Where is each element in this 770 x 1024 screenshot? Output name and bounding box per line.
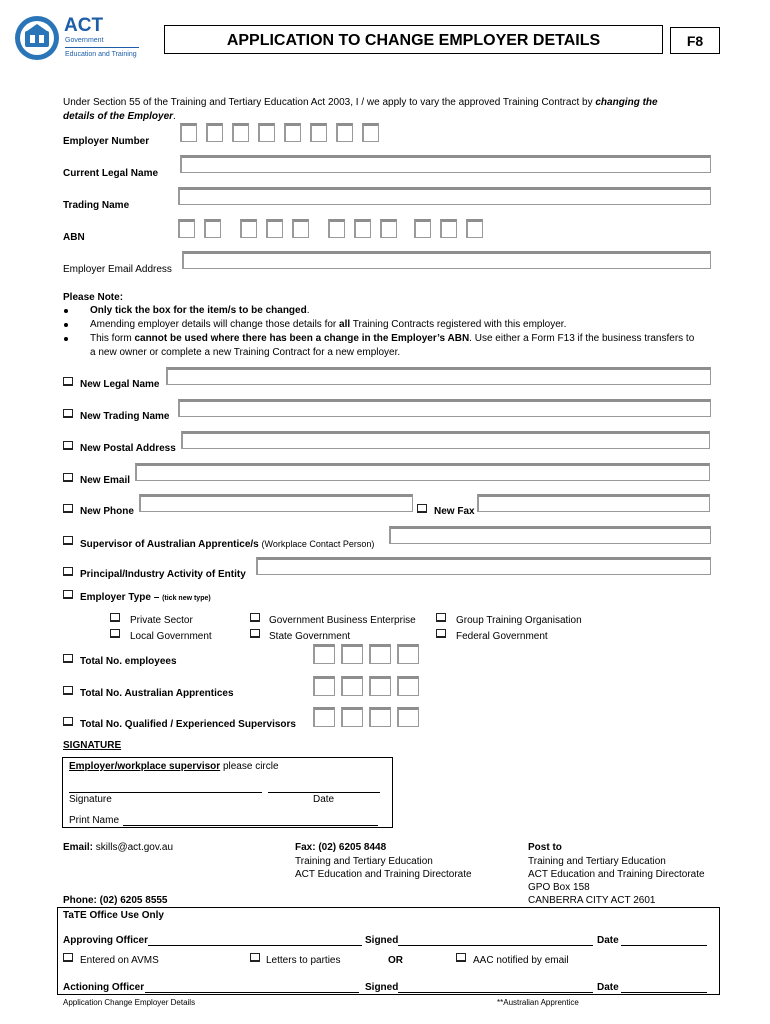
signature-heading: SIGNATURE: [63, 740, 122, 751]
new-email-checkbox[interactable]: [63, 473, 73, 482]
abn-cell[interactable]: [204, 219, 221, 238]
local-government-label: Local Government: [130, 631, 212, 642]
post-line-1: Training and Tertiary Education: [528, 856, 666, 867]
employer-type-dash: –: [153, 592, 160, 603]
new-legal-name-label: New Legal Name: [80, 379, 160, 390]
signature-supervisor-line: [69, 761, 279, 773]
group-training-checkbox[interactable]: [436, 613, 446, 622]
office-use-heading: TaTE Office Use Only: [63, 910, 164, 921]
employer-number-label: Employer Number: [63, 136, 150, 147]
phone: Phone: (02) 6205 8555: [63, 895, 168, 906]
post-line-4: CANBERRA CITY ACT 2601: [528, 895, 656, 906]
page-title: APPLICATION TO CHANGE EMPLOYER DETAILS: [226, 32, 601, 49]
employer-number-cell[interactable]: [206, 123, 223, 142]
abn-cell[interactable]: [380, 219, 397, 238]
approving-date-label: Date: [597, 935, 619, 946]
total-apprentices-cell[interactable]: [341, 676, 363, 696]
actioning-date-line[interactable]: [621, 992, 707, 993]
note-item-3: [90, 333, 694, 345]
supervisor-label: [80, 538, 374, 551]
total-supervisors-cell[interactable]: [397, 707, 419, 727]
bullet: [64, 323, 68, 327]
actioning-date-label: Date: [597, 982, 619, 993]
abn-cell[interactable]: [292, 219, 309, 238]
new-trading-name-input[interactable]: [178, 399, 711, 417]
new-trading-name-label: New Trading Name: [80, 411, 170, 422]
new-postal-address-input[interactable]: [181, 431, 710, 449]
principal-activity-checkbox[interactable]: [63, 567, 73, 576]
note-item-3-b: cannot be used where there has been a change in the Employer’s ABN: [134, 333, 470, 344]
note-item-2-a: Amending employer details will change those details for: [90, 319, 340, 330]
approving-officer-label: Approving Officer: [63, 935, 149, 946]
trading-name-label: Trading Name: [63, 200, 130, 211]
entered-avms-checkbox[interactable]: [63, 953, 73, 962]
state-government-label: State Government: [269, 631, 351, 642]
new-phone-input[interactable]: [139, 494, 413, 512]
title-box: [164, 25, 663, 54]
email-line: [63, 842, 173, 854]
local-government-checkbox[interactable]: [110, 629, 120, 638]
footer-right: **Australian Apprentice: [497, 998, 579, 1007]
abn-cell[interactable]: [240, 219, 257, 238]
total-employees-cell[interactable]: [313, 644, 335, 664]
abn-cell[interactable]: [328, 219, 345, 238]
new-email-input[interactable]: [135, 463, 710, 481]
state-government-checkbox[interactable]: [250, 629, 260, 638]
employer-number-cell[interactable]: [362, 123, 379, 142]
current-legal-name-input[interactable]: [180, 155, 711, 173]
federal-government-label: Federal Government: [456, 631, 548, 642]
intro-text: Under Section 55 of the Training and Tertiary Education Act 2003, I / we apply to vary the approved Training Contract by: [63, 97, 596, 108]
abn-cell[interactable]: [466, 219, 483, 238]
note-item-2: [90, 319, 566, 331]
bullet: [64, 309, 68, 313]
post-line-3: GPO Box 158: [528, 882, 590, 893]
employer-number-cell[interactable]: [310, 123, 327, 142]
employer-type-label: [80, 592, 211, 605]
abn-cell[interactable]: [354, 219, 371, 238]
logo-brand: ACT: [64, 15, 104, 36]
employer-email-input[interactable]: [182, 251, 711, 269]
total-employees-label: Total No. employees: [80, 656, 177, 667]
note-heading: Please Note:: [63, 292, 124, 303]
aac-checkbox[interactable]: [456, 953, 466, 962]
fax-line-1: Training and Tertiary Education: [295, 856, 433, 867]
supervisor-input[interactable]: [389, 526, 711, 544]
new-phone-label: New Phone: [80, 506, 134, 517]
note-item-1-end: .: [306, 305, 310, 316]
new-phone-checkbox[interactable]: [63, 504, 73, 513]
print-name-line[interactable]: [123, 825, 378, 826]
total-employees-cell[interactable]: [397, 644, 419, 664]
total-employees-checkbox[interactable]: [63, 654, 73, 663]
signature-box: [62, 757, 393, 828]
total-supervisors-cell[interactable]: [313, 707, 335, 727]
employer-number-cell[interactable]: [284, 123, 301, 142]
fax-line-2: ACT Education and Training Directorate: [295, 869, 472, 880]
new-legal-name-checkbox[interactable]: [63, 377, 73, 386]
approving-date-line[interactable]: [621, 945, 707, 946]
new-fax-input[interactable]: [477, 494, 710, 512]
abn-cell[interactable]: [178, 219, 195, 238]
intro-line-1: [63, 97, 658, 109]
note-item-1-text: Only tick the box for the item/s to be changed: [90, 305, 307, 316]
total-supervisors-checkbox[interactable]: [63, 717, 73, 726]
total-apprentices-cell[interactable]: [313, 676, 335, 696]
trading-name-input[interactable]: [178, 187, 711, 205]
employer-number-cell[interactable]: [336, 123, 353, 142]
note-item-3-continued: a new owner or complete a new Training Contract for a new employer.: [90, 347, 401, 358]
letters-checkbox[interactable]: [250, 953, 260, 962]
employer-type-note: (tick new type): [162, 595, 211, 602]
approving-signed-label: Signed: [365, 935, 399, 946]
post-to: Post to: [528, 842, 562, 853]
new-postal-address-checkbox[interactable]: [63, 441, 73, 450]
signature-label: Signature: [69, 794, 112, 805]
date-line[interactable]: [268, 792, 380, 793]
logo-divider: [65, 47, 139, 48]
federal-government-checkbox[interactable]: [436, 629, 446, 638]
note-item-2-b: all: [339, 319, 351, 330]
logo-government: Government: [65, 37, 104, 44]
total-supervisors-label: Total No. Qualified / Experienced Supervisors: [80, 719, 296, 730]
private-sector-checkbox[interactable]: [110, 613, 120, 622]
footer-left: Application Change Employer Details: [63, 998, 196, 1007]
abn-cell[interactable]: [414, 219, 431, 238]
please-circle: please circle: [220, 761, 279, 772]
new-trading-name-checkbox[interactable]: [63, 409, 73, 418]
abn-cell[interactable]: [266, 219, 283, 238]
new-legal-name-input[interactable]: [166, 367, 711, 385]
signature-line[interactable]: [69, 792, 262, 793]
letters-label: Letters to parties: [266, 955, 341, 966]
principal-activity-label: Principal/Industry Activity of Entity: [80, 569, 246, 580]
total-apprentices-cell[interactable]: [397, 676, 419, 696]
government-business-label: Government Business Enterprise: [269, 615, 416, 626]
fax: Fax: (02) 6205 8448: [295, 842, 387, 853]
date-label: Date: [313, 794, 335, 805]
supervisor-label: Employer/workplace supervisor: [69, 761, 221, 772]
supervisor-note: (Workplace Contact Person): [261, 539, 375, 549]
intro-end: .: [173, 111, 176, 122]
new-fax-label: New Fax: [434, 506, 475, 517]
bullet: [64, 337, 68, 341]
new-email-label: New Email: [80, 475, 131, 486]
employer-type-text: Employer Type: [80, 592, 151, 603]
form-code: F8: [686, 33, 704, 49]
actioning-officer-label: Actioning Officer: [63, 982, 145, 993]
email-label: Email:: [63, 842, 94, 853]
or-label: OR: [388, 955, 403, 966]
note-item-3-c: . Use either a Form F13 if the business transfers to: [469, 333, 695, 344]
post-line-2: ACT Education and Training Directorate: [528, 869, 705, 880]
employer-number-cell[interactable]: [180, 123, 197, 142]
new-postal-address-label: New Postal Address: [80, 443, 176, 454]
approving-signed-line[interactable]: [398, 945, 593, 946]
actioning-signed-label: Signed: [365, 982, 399, 993]
logo-department: Education and Training: [65, 51, 137, 58]
employer-number-cell[interactable]: [258, 123, 275, 142]
intro-emphasis-2: details of the Employer: [63, 111, 174, 122]
print-name-label: Print Name: [69, 815, 120, 826]
employer-type-checkbox[interactable]: [63, 590, 73, 599]
actioning-signed-line[interactable]: [398, 992, 593, 993]
employer-email-label: Employer Email Address: [63, 264, 172, 275]
note-item-3-a: This form: [90, 333, 135, 344]
actioning-officer-line[interactable]: [145, 992, 359, 993]
total-apprentices-checkbox[interactable]: [63, 686, 73, 695]
total-employees-cell[interactable]: [369, 644, 391, 664]
supervisor-label-text: Supervisor of Australian Apprentice/s: [80, 539, 259, 550]
email-value[interactable]: skills@act.gov.au: [95, 842, 174, 853]
group-training-label: Group Training Organisation: [456, 615, 582, 626]
supervisor-checkbox[interactable]: [63, 536, 73, 545]
government-business-checkbox[interactable]: [250, 613, 260, 622]
note-item-1: [90, 305, 309, 317]
private-sector-label: Private Sector: [130, 615, 193, 626]
current-legal-name-label: Current Legal Name: [63, 168, 159, 179]
total-apprentices-cell[interactable]: [369, 676, 391, 696]
aac-label: AAC notified by email: [473, 955, 569, 966]
note-item-2-c: Training Contracts registered with this employer.: [350, 319, 567, 330]
act-logo: [12, 14, 142, 62]
total-supervisors-cell[interactable]: [341, 707, 363, 727]
abn-label: ABN: [63, 232, 85, 243]
approving-officer-line[interactable]: [148, 945, 362, 946]
abn-cell[interactable]: [440, 219, 457, 238]
intro-line-2: [63, 111, 176, 123]
principal-activity-input[interactable]: [256, 557, 711, 575]
entered-avms-label: Entered on AVMS: [80, 955, 159, 966]
total-employees-cell[interactable]: [341, 644, 363, 664]
total-supervisors-cell[interactable]: [369, 707, 391, 727]
form-code-box: [670, 27, 720, 54]
new-fax-checkbox[interactable]: [417, 504, 427, 513]
employer-number-cell[interactable]: [232, 123, 249, 142]
intro-emphasis-1: changing the: [595, 97, 658, 108]
act-emblem-icon: [12, 14, 62, 62]
total-apprentices-label: Total No. Australian Apprentices: [80, 688, 234, 699]
